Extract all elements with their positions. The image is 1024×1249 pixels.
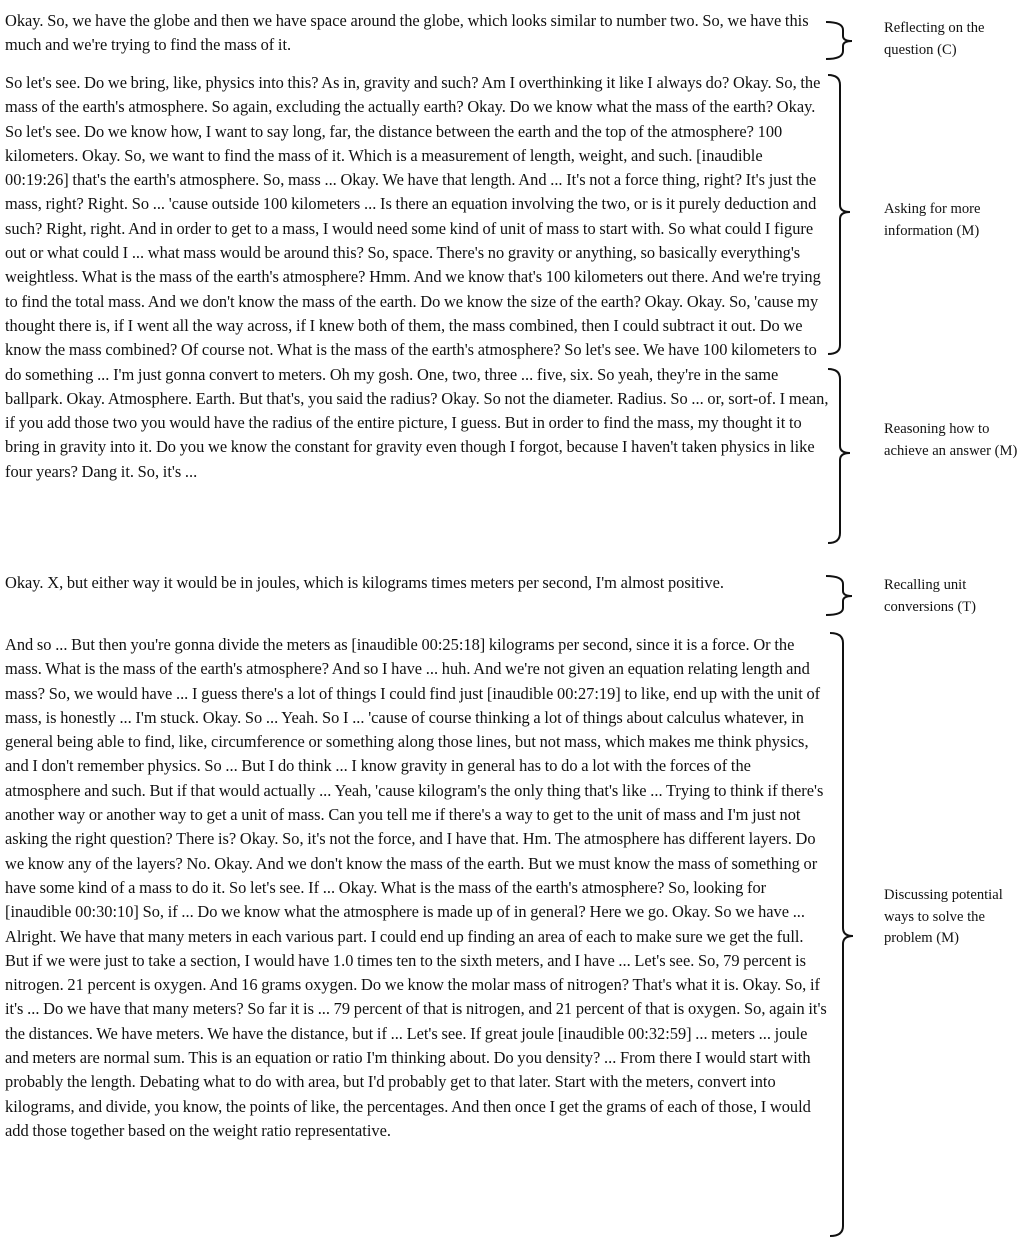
bracket-asking [828, 75, 850, 354]
transcript-paragraph-4: And so ... But then you're gonna divide the meters as [inaudible 00:25:18] kilograms per second, since it is a force. Or the mass. What is the mass of the earth's atmosphere? And so I have ... huh. And we're not given an equation relating length and mass? So, we would have ... I guess there's a lot of things I could find just [inaudible 00:27:19] to like, end up with the unit of mass, is honestly ... I'm stuck. Okay. So ... Yeah. So I ... 'cause of course thinking a lot of things about calculus whatever, in general being able to find, like, circumference or something along those lines, but not mass, which makes me think physics, and I don't remember physics. So ... But I do think ... I know gravity in general has to do a lot with the forces of the atmosphere and such. But if that would actually ... Yeah, 'cause kilogram's the only thing that's like ... Trying to think if there's another way or another way to get a unit of mass. Can you tell me if there's a way to get to the unit of mass and I'm just not asking the right question? There is? Okay. So, it's not the force, and I have that. Hm. The atmosphere has different layers. Do we know any of the layers? No. Okay. And we don't know the mass of the earth. But we must know the mass of something or have some kind of a mass to do it. So let's see. If ... Okay. What is the mass of the earth's atmosphere? So, looking for [inaudible 00:30:10] So, if ... Do we know what the atmosphere is made up of in general? Here we go. Okay. So we have ... Alright. We have that many meters in each various part. I could end up finding an area of each to make sure we get the full. But if we were just to take a section, I would have 1.0 times ten to the sixth meters, and I have ... Let's see. So, 79 percent is nitrogen. 21 percent is oxygen. And 16 grams oxygen. Do we know the molar mass of nitrogen? That's what it is. Okay. So, if it's ... Do we have that many meters? So far it is ... 79 percent of that is nitrogen, and 21 percent of that is oxygen. So, again it's the distances. We have meters. We have the distance, but if ... Let's see. If great joule [inaudible 00:32:59] ... meters ... joule and meters are normal sum. This is an equation or ratio I'm thinking about. Do you density? ... From there I would start with probably the length. Debating what to do with area, but I'd probably get to that later. Start with the meters, convert into kilograms, and divide, you know, the points of like, the percentages. And then once I get the grams of each of those, I would add those together based on the weight ratio representative. [5, 635, 827, 1140]
bracket-discussing [830, 633, 853, 1236]
annotation-asking: Asking for more information (M) [884, 201, 981, 239]
annotation-reasoning: Reasoning how to achieve an answer (M) [884, 421, 1018, 459]
bracket-reasoning [828, 369, 850, 543]
transcript-paragraph-3: Okay. X, but either way it would be in joules, which is kilograms times meters per second, I'm almost positive. [5, 573, 724, 592]
bracket-recalling [826, 576, 852, 615]
annotation-reflecting: Reflecting on the question (C) [884, 20, 985, 58]
transcript-paragraph-1: Okay. So, we have the globe and then we have space around the globe, which looks similar to number two. So, we have this much and we're trying to find the mass of it. [5, 11, 809, 55]
annotation-discussing: Discussing potential ways to solve the problem (M) [884, 887, 1003, 946]
transcript-paragraph-2: So let's see. Do we bring, like, physics into this? As in, gravity and such? Am I overthinking it like I always do? Okay. So, the mass of the earth's atmosphere. So again, excluding the actually earth? Okay. Do we know what the mass of the earth? Okay. So let's see. Do we know how, I want to say long, far, the distance between the earth and the top of the atmosphere? 100 kilometers. Okay. So, we want to find the mass of it. Which is a measurement of length, weight, and such. [inaudible 00:19:26] that's the earth's atmosphere. So, mass ... Okay. We have that length. And ... It's not a force thing, right? It's just the mass, right? Right. So ... 'cause outside 100 kilometers ... Is there an equation involving the two, or is it purely deduction and such? Right, right. And in order to get to a mass, I would need some kind of unit of mass to start with. So what could I figure out or what could I ... what mass would be around this? So, space. There's no gravity or anything, so basically everything's weightless. What is the mass of the earth's atmosphere? Hmm. And we know that's 100 kilometers out there. And we're trying to find the total mass. And we don't know the mass of the earth. Do we know the size of the earth? Okay. Okay. So, 'cause my thought there is, if I went all the way across, if I knew both of them, the mass combined, then I could subtract it out. Do we know the mass combined? Of course not. What is the mass of the earth's atmosphere? So let's see. We have 100 kilometers to do something ... I'm just gonna convert to meters. Oh my gosh. One, two, three ... five, six. So yeah, they're in the same ballpark. Okay. Atmosphere. Earth. But that's, you said the radius? Okay. So not the diameter. Radius. So ... or, sort-of. I mean, if you add those two you would have the radius of the entire picture, I guess. But in order to find the mass, my thought it to bring in gravity into it. Do you we know the constant for gravity even though I forgot, because I haven't taken physics in like four years? Dang it. So, it's ... [5, 73, 829, 481]
annotation-recalling: Recalling unit conversions (T) [884, 577, 976, 615]
bracket-reflecting [826, 22, 852, 59]
